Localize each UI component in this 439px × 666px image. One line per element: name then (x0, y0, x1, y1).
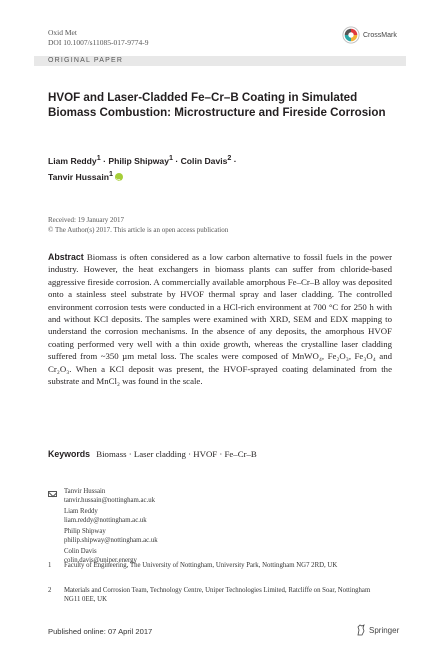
springer-horse-icon (356, 624, 366, 636)
crossmark-badge[interactable] (342, 24, 400, 46)
orcid-icon[interactable] (115, 173, 123, 181)
author-name[interactable]: · Philip Shipway (100, 155, 169, 166)
abstract (48, 251, 392, 387)
affiliation-number: 2 (48, 587, 52, 594)
publisher-name: Springer (369, 625, 400, 635)
affiliation-ref: 2 (227, 154, 232, 162)
crossmark-label: CrossMark (363, 31, 397, 39)
affiliation-text: Materials and Corrosion Team, Technology Centre, Uniper Technologies Limited, Ratcliffe on Soar, Nottingham NG11 0EE, UK (64, 587, 371, 603)
author-list (48, 152, 388, 184)
abstract-text: Biomass is often considered as a low carbon alternative to fossil fuels in the power industry. However, the heat exchangers in biomass plants can suffer from chloride-based aggressive fireside corrosion. A commercially available amorphous Fe–Cr–B alloy was deposited onto a stainless steel substrate by HVOF thermal spray and laser cladding. The controlled environment corrosion tests were conducted in a HCl-rich environment at 700 °C for 250 h with and without KCl deposits. The samples were examined with XRD, SEM and EDX mapping to understand the corrosion mechanisms. In the absence of any deposits, the amorphous HVOF coating performed very well with a thin oxide growth, whereas the crystalline laser cladding suffered from ~350 µm metal loss. The scales were composed of MnWO₄, Fe₂O₃, Fe₃O₄ and Cr₂O₃. When a KCl deposit was present, the HVOF-sprayed coating delaminated from the substrate and MnCl₂ was found in the scale. (48, 252, 393, 387)
license-note: © The Author(s) 2017. This article is an open access publication (48, 226, 229, 234)
contact-name: Colin Davis (64, 548, 97, 555)
keywords-label: Keywords (48, 449, 91, 459)
keywords (48, 449, 392, 459)
journal-header (48, 28, 149, 48)
affiliation-ref: 1 (96, 154, 101, 162)
author-separator: · (231, 155, 237, 166)
contact-email[interactable]: colin.davis@uniper.energy (64, 556, 137, 564)
publisher-logo[interactable] (356, 624, 399, 636)
contact-block (64, 528, 158, 545)
affiliation-number: 1 (48, 562, 52, 569)
crossmark-icon (342, 26, 360, 44)
author-name[interactable]: Tanvir Hussain (48, 171, 109, 182)
journal-name: Oxid Met (48, 28, 77, 37)
contact-name: Liam Reddy (64, 508, 98, 515)
contact-name: Tanvir Hussain (64, 488, 106, 495)
article-dates (48, 215, 228, 235)
author-name[interactable]: Liam Reddy (48, 155, 97, 166)
published-date: Published online: 07 April 2017 (48, 627, 153, 636)
contact-email[interactable]: liam.reddy@nottingham.ac.uk (64, 516, 147, 524)
contact-email[interactable]: philip.shipway@nottingham.ac.uk (64, 536, 158, 544)
contact-block (64, 488, 155, 505)
affiliation-ref: 1 (108, 169, 113, 178)
contact-block (64, 508, 147, 525)
doi[interactable]: DOI 10.1007/s11085-017-9774-9 (48, 38, 149, 47)
received-date: Received: 19 January 2017 (48, 216, 125, 224)
email-icon (48, 491, 57, 497)
affiliation-ref: 1 (168, 154, 173, 162)
keywords-text: Biomass · Laser cladding · HVOF · Fe–Cr–B (96, 449, 257, 459)
contact-name: Philip Shipway (64, 528, 106, 535)
author-name[interactable]: · Colin Davis (172, 155, 228, 166)
affiliation-text: Faculty of Engineering, The University of Nottingham, University Park, Nottingham NG7 2RD, UK (64, 562, 338, 569)
abstract-label: Abstract (48, 252, 84, 262)
contact-email[interactable]: tanvir.hussain@nottingham.ac.uk (64, 496, 156, 504)
paper-title: HVOF and Laser-Cladded Fe–Cr–B Coating in Simulated Biomass Combustion: Microstructure and Fireside Corrosion (48, 91, 386, 119)
paper-type: ORIGINAL PAPER (48, 57, 124, 64)
